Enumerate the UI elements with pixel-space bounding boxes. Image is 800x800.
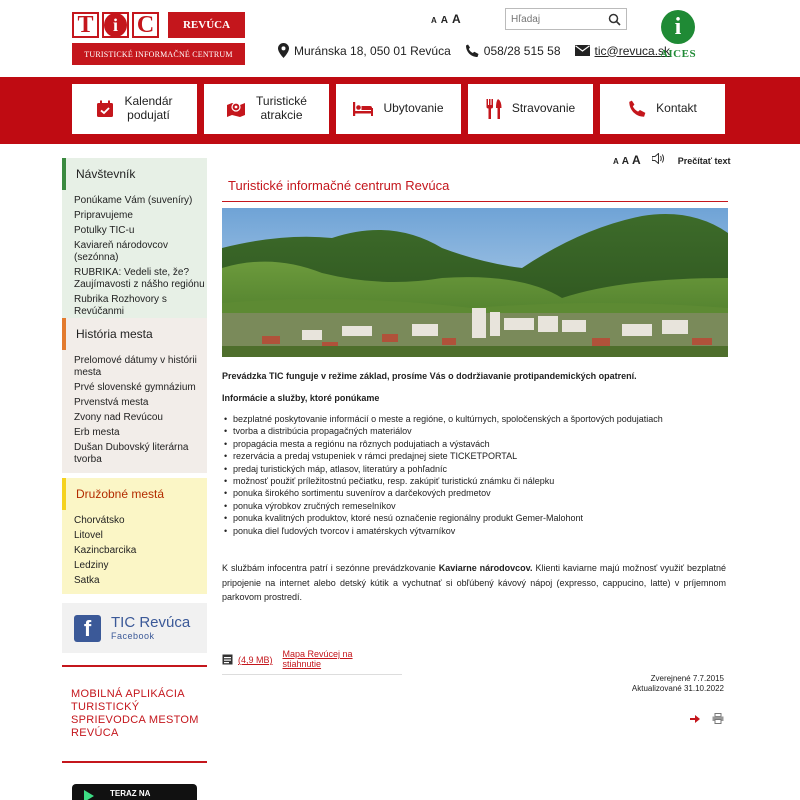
list-item: • ponuka širokého sortimentu suvenírov a darčekových predmetov bbox=[222, 487, 728, 499]
list-item: • tvorba a distribúcia propagačných materiálov bbox=[222, 425, 728, 437]
sidebar-item[interactable]: Ledziny bbox=[74, 559, 109, 571]
bed-icon bbox=[353, 102, 373, 116]
phone-icon bbox=[628, 100, 646, 118]
services-title: Informácie a služby, ktoré ponúkame bbox=[222, 393, 380, 403]
logo-letter-i: i bbox=[104, 13, 127, 37]
sidebar-history bbox=[62, 318, 207, 473]
cafe-name: Kaviarne národovcov. bbox=[438, 563, 533, 573]
logo-subtitle: TURISTICKÉ INFORMAČNÉ CENTRUM bbox=[72, 43, 245, 65]
pandemic-notice: Prevádzka TIC funguje v režime základ, prosíme Vás o dodržiavanie protipandemických opatrení. bbox=[222, 371, 637, 381]
envelope-icon bbox=[575, 45, 590, 56]
location-icon bbox=[278, 43, 289, 58]
logo-letter-c: C bbox=[132, 12, 159, 38]
map-pin-icon bbox=[226, 100, 246, 118]
sidebar-twins-list bbox=[62, 510, 207, 594]
sidebar-item[interactable]: Kaviareň národovcov (sezónna) bbox=[74, 239, 168, 263]
facebook-subtitle: Facebook bbox=[111, 631, 155, 641]
sidebar-twin-towns bbox=[62, 478, 207, 594]
sidebar-item[interactable]: Litovel bbox=[74, 529, 103, 541]
sidebar-divider bbox=[62, 761, 207, 763]
map-download bbox=[222, 649, 402, 675]
sidebar-item[interactable]: Erb mesta bbox=[74, 426, 120, 438]
list-item: • propagácia mesta a regiónu na rôznych podujatiach a výstavách bbox=[222, 438, 728, 450]
page-actions bbox=[690, 713, 724, 724]
nav-calendar-label-1: Kalendár bbox=[124, 94, 173, 109]
read-text-button[interactable]: Prečítať text bbox=[677, 156, 731, 166]
sidebar-history-title[interactable]: História mesta bbox=[62, 318, 207, 350]
phone-text: 058/28 515 58 bbox=[483, 43, 561, 58]
publish-dates bbox=[560, 674, 724, 693]
font-large-button[interactable]: A bbox=[632, 153, 641, 167]
sidebar-visitor bbox=[62, 158, 207, 325]
contact-bar bbox=[278, 43, 684, 58]
font-medium-button[interactable]: A bbox=[440, 15, 449, 26]
search-icon[interactable] bbox=[604, 9, 624, 29]
print-icon[interactable] bbox=[712, 713, 724, 724]
sidebar-item[interactable]: Chorvátsko bbox=[74, 514, 125, 526]
cafe-paragraph-start: K službám infocentra patrí i sezónne prevádzkovanie bbox=[222, 563, 439, 573]
sidebar-visitor-title[interactable]: Návštevník bbox=[62, 158, 207, 190]
download-link[interactable]: Mapa Revúcej na stiahnutie bbox=[282, 649, 353, 669]
address-item bbox=[278, 43, 451, 58]
sidebar-twins-title[interactable]: Družobné mestá bbox=[62, 478, 207, 510]
published-date: Zverejnené 7.7.2015 bbox=[650, 674, 724, 683]
font-size-controls bbox=[431, 12, 461, 26]
list-item: • bezplatné poskytovanie informácií o meste a regióne, o kultúrnych, spoločenských a športových podujatiach bbox=[222, 413, 728, 425]
content-tools bbox=[613, 153, 731, 167]
aices-info-icon: i bbox=[661, 10, 695, 44]
sidebar-item[interactable]: Pripravujeme bbox=[74, 209, 133, 221]
sidebar-item[interactable]: Ponúkame Vám (suveníry) bbox=[74, 194, 193, 206]
sidebar-item[interactable]: Prvenstvá mesta bbox=[74, 396, 149, 408]
nav-accommodation[interactable] bbox=[336, 84, 461, 134]
sidebar-visitor-list bbox=[62, 190, 207, 325]
nav-accommodation-label-1: Ubytovanie bbox=[383, 101, 444, 116]
download-size[interactable]: (4,9 MB) bbox=[238, 655, 273, 665]
nav-attractions-label-2: atrakcie bbox=[260, 108, 303, 122]
google-play-badge[interactable] bbox=[72, 784, 197, 800]
nav-contact-label-1: Kontakt bbox=[656, 101, 697, 116]
search-box bbox=[505, 8, 627, 30]
page-title: Turistické informačné centrum Revúca bbox=[222, 178, 728, 202]
arrow-right-icon[interactable] bbox=[690, 715, 700, 723]
aices-logo[interactable] bbox=[650, 10, 706, 65]
sidebar-divider bbox=[62, 665, 207, 667]
nav-calendar[interactable] bbox=[72, 84, 197, 134]
search-input[interactable] bbox=[506, 14, 604, 25]
font-medium-button[interactable]: A bbox=[621, 156, 630, 167]
font-small-button[interactable]: A bbox=[613, 157, 619, 166]
nav-calendar-label-2: podujatí bbox=[127, 108, 170, 122]
town-panorama-image bbox=[222, 208, 728, 357]
sidebar-item[interactable]: Zvony nad Revúcou bbox=[74, 411, 163, 423]
font-small-button[interactable]: A bbox=[431, 16, 437, 25]
list-item: • ponuka kvalitných produktov, ktoré nesú označenie regionálny produkt Gemer-Malohont bbox=[222, 512, 728, 524]
services-list bbox=[222, 413, 728, 537]
sidebar-item[interactable]: Rubrika Rozhovory s Revúčanmi bbox=[74, 293, 167, 317]
list-item: • možnosť použiť príležitostnú pečiatku, resp. zakúpiť turistickú známku či nálepku bbox=[222, 475, 728, 487]
main-nav bbox=[72, 84, 725, 134]
sidebar-item[interactable]: Dušan Dubovský literárna tvorba bbox=[74, 441, 189, 465]
tic-logo[interactable] bbox=[72, 12, 245, 68]
sidebar-item[interactable]: RUBRIKA: Vedeli ste, že? Zaujímavosti z nášho regiónu bbox=[74, 266, 205, 290]
facebook-banner[interactable] bbox=[62, 603, 207, 653]
sidebar-item[interactable]: Satka bbox=[74, 574, 100, 586]
phone-item bbox=[465, 44, 561, 58]
facebook-title: TIC Revúca bbox=[111, 614, 191, 631]
facebook-icon: f bbox=[74, 615, 101, 642]
sidebar-item[interactable]: Potulky TIC-u bbox=[74, 224, 135, 236]
nav-attractions-label-1: Turistické bbox=[256, 94, 307, 109]
list-item: • ponuka diel ľudových tvorcov i amatérskych výtvarníkov bbox=[222, 525, 728, 537]
nav-contact[interactable] bbox=[600, 84, 725, 134]
list-item: • predaj turistických máp, atlasov, literatúry a pohľadníc bbox=[222, 463, 728, 475]
nav-attractions[interactable] bbox=[204, 84, 329, 134]
logo-letter-t: T bbox=[72, 12, 99, 38]
nav-dining-label-1: Stravovanie bbox=[511, 101, 576, 116]
updated-date: Aktualizované 31.10.2022 bbox=[631, 683, 724, 693]
email-link[interactable]: tic@revuca.sk bbox=[594, 43, 671, 58]
nav-dining[interactable] bbox=[468, 84, 593, 134]
aices-text: AICES bbox=[659, 48, 697, 60]
font-large-button[interactable]: A bbox=[452, 12, 461, 26]
mobile-app-link[interactable]: MOBILNÁ APLIKÁCIA TURISTICKÝ SPRIEVODCA MESTOM REVÚCA bbox=[71, 688, 199, 739]
list-item: • ponuka výrobkov zručných remeselníkov bbox=[222, 500, 728, 512]
cutlery-icon bbox=[486, 99, 502, 119]
google-play-icon bbox=[84, 790, 94, 800]
sidebar-item[interactable]: Prelomové dátumy v histórii mesta bbox=[74, 354, 197, 378]
google-play-text: TERAZ NA bbox=[110, 789, 151, 798]
logo-letter-i-box bbox=[102, 12, 129, 38]
logo-city: REVÚCA bbox=[168, 12, 245, 38]
sidebar-item[interactable]: Prvé slovenské gymnázium bbox=[74, 381, 196, 393]
phone-icon bbox=[465, 44, 479, 58]
address-text: Muránska 18, 050 01 Revúca bbox=[294, 43, 451, 58]
sidebar-history-list bbox=[62, 350, 207, 473]
file-icon bbox=[222, 654, 233, 665]
list-item: • rezervácia a predaj vstupeniek v rámci predajnej siete TICKETPORTAL bbox=[222, 450, 728, 462]
calendar-check-icon bbox=[96, 100, 114, 118]
cafe-paragraph bbox=[222, 561, 726, 605]
sidebar-item[interactable]: Kazincbarcika bbox=[74, 544, 137, 556]
cafe-paragraph-end: Klienti kaviarne majú možnosť využiť bezplatné pripojenie na internet alebo detský kútik a vychutnať si obľúbený kávový nápoj (expresso, cappucino, latte) v príjemnom parkovom prostredí. bbox=[222, 563, 726, 602]
speaker-icon bbox=[652, 153, 665, 164]
